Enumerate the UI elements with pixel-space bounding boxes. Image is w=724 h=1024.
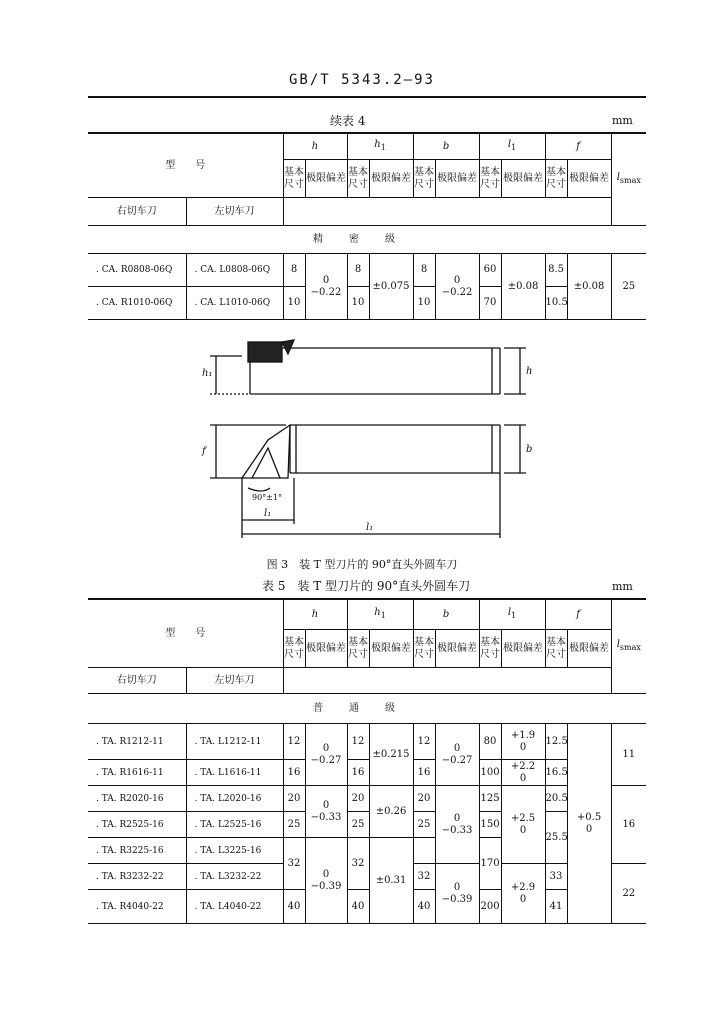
b-value: 12: [413, 724, 435, 760]
col-lmax: $l_{smax}$: [611, 134, 646, 226]
label-b: b: [526, 444, 533, 455]
col-f: f: [545, 600, 611, 630]
header-rule: [88, 96, 646, 98]
l1-tolerance: +2.2 0: [501, 760, 545, 786]
b-value: 40: [413, 890, 435, 924]
h-value: 32: [283, 838, 305, 890]
col-h1: $h_1$: [347, 134, 413, 160]
label-l1: l₁: [264, 508, 272, 519]
col-b: b: [413, 600, 479, 630]
basic-size-header: 基本尺寸: [479, 160, 501, 198]
f-tolerance: +0.5 0: [567, 724, 611, 924]
basic-size-header: 基本尺寸: [545, 630, 567, 668]
label-angle: 90°±1°: [252, 493, 282, 502]
l1-value: 200: [479, 890, 501, 924]
model-left: . CA. L1010-06Q: [186, 287, 283, 320]
basic-size-header: 基本尺寸: [347, 160, 369, 198]
h1-value: 10: [347, 287, 369, 320]
tolerance-header: 极限偏差: [501, 630, 545, 668]
col-l1: $l_1$: [479, 134, 545, 160]
tolerance-header: 极限偏差: [369, 630, 413, 668]
model-right: . CA. R1010-06Q: [88, 287, 186, 320]
model-right: . TA. R3232-22: [88, 864, 186, 890]
model-right: . TA. R1616-11: [88, 760, 186, 786]
label-l: l₁: [366, 522, 374, 533]
tolerance-header: 极限偏差: [305, 630, 347, 668]
lmax-value: 25: [611, 254, 646, 320]
basic-size-header: 基本尺寸: [347, 630, 369, 668]
h1-value: 20: [347, 786, 369, 812]
tolerance-header: 极限偏差: [567, 630, 611, 668]
table5-caption: 表 5 装 T 型刀片的 90°直头外圆车刀: [262, 579, 471, 593]
h-value: 12: [283, 724, 305, 760]
f-value: 12.5: [545, 724, 567, 760]
h1-tolerance: ±0.31: [369, 838, 413, 924]
col-h1: $h_1$: [347, 600, 413, 630]
basic-size-header: 基本尺寸: [283, 160, 305, 198]
col-h: h: [283, 134, 347, 160]
b-value: 20: [413, 786, 435, 812]
lmax-value: 11: [611, 724, 646, 786]
b-value: 32: [413, 864, 435, 890]
grade-label: 普通级: [88, 694, 646, 724]
tolerance-header: 极限偏差: [435, 630, 479, 668]
f-tolerance: ±0.08: [567, 254, 611, 320]
l1-value: 150: [479, 812, 501, 838]
basic-size-header: 基本尺寸: [479, 630, 501, 668]
model-left: . TA. L2525-16: [186, 812, 283, 838]
h1-value: 25: [347, 812, 369, 838]
h1-value: 12: [347, 724, 369, 760]
f-value: 41: [545, 890, 567, 924]
h-tolerance: 0 −0.22: [305, 254, 347, 320]
h1-value: 40: [347, 890, 369, 924]
right-cut-label: 右切车刀: [88, 198, 186, 226]
h-value: 16: [283, 760, 305, 786]
left-cut-label: 左切车刀: [186, 198, 283, 226]
col-b: b: [413, 134, 479, 160]
grade-label: 精密级: [88, 226, 646, 254]
b-tolerance: 0 −0.33: [435, 786, 479, 864]
f-value: 25.5: [545, 812, 567, 864]
l1-tolerance: ±0.08: [501, 254, 545, 320]
lmax-value: 22: [611, 864, 646, 924]
model-header: 型 号: [88, 134, 283, 198]
model-left: . TA. L2020-16: [186, 786, 283, 812]
f-value: 10.5: [545, 287, 567, 320]
b-value: 8: [413, 254, 435, 287]
model-left: . TA. L4040-22: [186, 890, 283, 924]
h1-value: 32: [347, 838, 369, 890]
model-right: . TA. R1212-11: [88, 724, 186, 760]
model-right: . TA. R4040-22: [88, 890, 186, 924]
basic-size-header: 基本尺寸: [283, 630, 305, 668]
label-f: f: [202, 446, 206, 457]
col-lmax: $l_{smax}$: [611, 600, 646, 694]
col-h: h: [283, 600, 347, 630]
l1-tolerance: +2.9 0: [501, 864, 545, 924]
b-tolerance: 0 −0.22: [435, 254, 479, 320]
l1-value: 80: [479, 724, 501, 760]
model-right: . TA. R3225-16: [88, 838, 186, 864]
label-h1: h₁: [202, 368, 213, 379]
tolerance-header: 极限偏差: [305, 160, 347, 198]
model-left: . TA. L1212-11: [186, 724, 283, 760]
table4: [88, 133, 646, 320]
right-cut-label: 右切车刀: [88, 668, 186, 694]
table5: [88, 599, 646, 924]
model-right: . CA. R0808-06Q: [88, 254, 186, 287]
l1-value: 170: [479, 838, 501, 890]
b-tolerance: 0 −0.27: [435, 724, 479, 786]
basic-size-header: 基本尺寸: [413, 160, 435, 198]
model-header: 型 号: [88, 600, 283, 668]
model-right: . TA. R2020-16: [88, 786, 186, 812]
b-tolerance: 0 −0.39: [435, 864, 479, 924]
f-value: 33: [545, 864, 567, 890]
model-left: . TA. L3225-16: [186, 838, 283, 864]
b-value: 16: [413, 760, 435, 786]
tolerance-header: 极限偏差: [369, 160, 413, 198]
l1-value: 60: [479, 254, 501, 287]
f-value: 16.5: [545, 760, 567, 786]
lmax-value: 16: [611, 786, 646, 864]
h1-value: 8: [347, 254, 369, 287]
h1-tolerance: ±0.075: [369, 254, 413, 320]
h-value: 10: [283, 287, 305, 320]
l1-value: 125: [479, 786, 501, 812]
col-f: f: [545, 134, 611, 160]
h-tolerance: 0 −0.27: [305, 724, 347, 786]
col-l1: $l_1$: [479, 600, 545, 630]
l1-value: 70: [479, 287, 501, 320]
b-value: 25: [413, 812, 435, 838]
model-left: . TA. L3232-22: [186, 864, 283, 890]
tolerance-header: 极限偏差: [435, 160, 479, 198]
h-value: 20: [283, 786, 305, 812]
tolerance-header: 极限偏差: [501, 160, 545, 198]
f-value: 8.5: [545, 254, 567, 287]
label-h: h: [526, 366, 533, 377]
table4-unit: mm: [612, 114, 633, 127]
l1-value: 100: [479, 760, 501, 786]
figure-caption: 图 3 装 T 型刀片的 90°直头外圆车刀: [266, 558, 458, 571]
basic-size-header: 基本尺寸: [413, 630, 435, 668]
h-value: 8: [283, 254, 305, 287]
h1-tolerance: ±0.215: [369, 724, 413, 786]
page-header: GB/T 5343.2—93: [288, 72, 435, 88]
h-tolerance: 0 −0.39: [305, 838, 347, 924]
h1-tolerance: ±0.26: [369, 786, 413, 838]
table5-unit: mm: [612, 580, 633, 593]
tool-figure: [190, 328, 550, 548]
left-cut-label: 左切车刀: [186, 668, 283, 694]
f-value: 20.5: [545, 786, 567, 812]
model-left: . CA. L0808-06Q: [186, 254, 283, 287]
h-tolerance: 0 −0.33: [305, 786, 347, 838]
b-value: 10: [413, 287, 435, 320]
h1-value: 16: [347, 760, 369, 786]
tolerance-header: 极限偏差: [567, 160, 611, 198]
model-left: . TA. L1616-11: [186, 760, 283, 786]
model-right: . TA. R2525-16: [88, 812, 186, 838]
l1-tolerance: +2.5 0: [501, 786, 545, 864]
table4-caption: 续表 4: [330, 114, 366, 128]
h-value: 40: [283, 890, 305, 924]
l1-tolerance: +1.9 0: [501, 724, 545, 760]
basic-size-header: 基本尺寸: [545, 160, 567, 198]
h-value: 25: [283, 812, 305, 838]
